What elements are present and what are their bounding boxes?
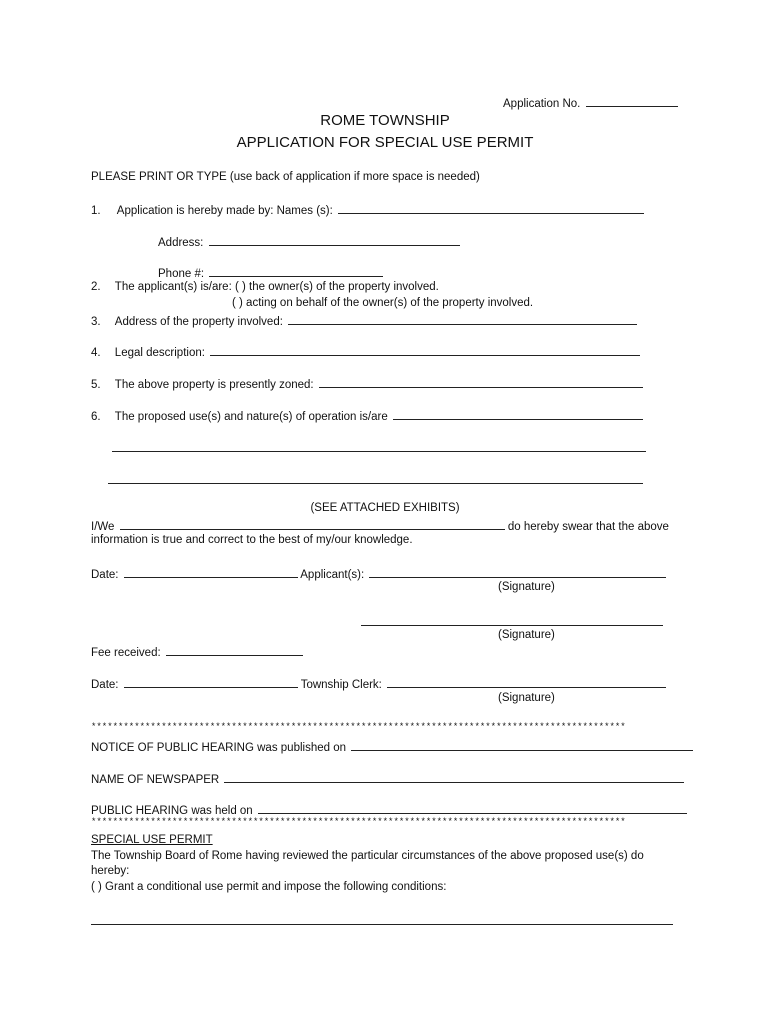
- phone-label: Phone #:: [158, 268, 205, 280]
- oath-line-2: information is true and correct to the best of my/our knowledge.: [91, 534, 413, 546]
- special-use-permit-heading: SPECIAL USE PERMIT: [91, 834, 213, 846]
- separator-stars-top: ***************************************************************************************************: [91, 722, 626, 732]
- address-field[interactable]: [209, 234, 460, 246]
- item-1-row: [91, 202, 644, 218]
- newspaper-row: [91, 771, 684, 787]
- township-clerk-label: Township Clerk:: [300, 679, 382, 691]
- item-6-label: The proposed use(s) and nature(s) of operation is/are: [114, 411, 388, 423]
- newspaper-field[interactable]: [224, 771, 684, 783]
- permit-body-line-2: hereby:: [91, 865, 130, 877]
- proposed-use-line-2[interactable]: [112, 451, 646, 452]
- clerk-date-field[interactable]: [124, 676, 298, 688]
- item-6-row: [91, 408, 643, 424]
- separator-stars-bottom: ***************************************************************************************************: [91, 817, 626, 827]
- zoning-field[interactable]: [319, 376, 643, 388]
- hearing-held-label: PUBLIC HEARING was held on: [91, 805, 253, 817]
- item-5-label: The above property is presently zoned:: [114, 379, 314, 391]
- oath-iwe-label: I/We: [91, 521, 115, 533]
- address-row: [158, 234, 460, 250]
- permit-body-line-1: The Township Board of Rome having reviewed the particular circumstances of the above proposed use(s) do: [91, 850, 644, 862]
- date-field[interactable]: [124, 566, 298, 578]
- form-title: APPLICATION FOR SPECIAL USE PERMIT: [236, 134, 534, 151]
- signature-caption-3: (Signature): [498, 692, 555, 704]
- item-2-number: 2.: [91, 281, 101, 293]
- application-number-field[interactable]: [586, 95, 678, 107]
- township-name: ROME TOWNSHIP: [320, 112, 450, 129]
- proposed-use-field[interactable]: [393, 408, 643, 420]
- application-number-row: [503, 95, 678, 111]
- applicants-label: Applicant(s):: [300, 569, 365, 581]
- township-clerk-signature-field[interactable]: [387, 676, 666, 688]
- proposed-use-line-3[interactable]: [108, 483, 643, 484]
- grant-conditional-use: ( ) Grant a conditional use permit and impose the following conditions:: [91, 881, 447, 893]
- instructions: PLEASE PRINT OR TYPE (use back of application if more space is needed): [91, 171, 480, 183]
- item-5-number: 5.: [91, 379, 101, 391]
- notice-published-label: NOTICE OF PUBLIC HEARING was published on: [91, 742, 346, 754]
- fee-received-field[interactable]: [166, 644, 303, 656]
- item-2-option-agent: ( ) acting on behalf of the owner(s) of the property involved.: [232, 297, 534, 309]
- hearing-held-row: [91, 802, 687, 818]
- item-4-label: Legal description:: [114, 347, 205, 359]
- newspaper-label: NAME OF NEWSPAPER: [91, 774, 220, 786]
- date-clerk-row: [91, 676, 666, 692]
- item-4-row: [91, 344, 640, 360]
- see-attached-exhibits: (SEE ATTACHED EXHIBITS): [310, 502, 460, 514]
- legal-description-field[interactable]: [210, 344, 640, 356]
- notice-published-field[interactable]: [351, 739, 693, 751]
- applicant-signature-field[interactable]: [369, 566, 666, 578]
- oath-names-field[interactable]: [120, 518, 505, 530]
- item-2-row: [91, 281, 439, 294]
- item-2-label: The applicant(s) is/are: ( ) the owner(s) of the property involved.: [114, 281, 439, 293]
- application-number-label: Application No.: [503, 98, 581, 110]
- item-1-number: 1.: [91, 205, 101, 217]
- item-3-row: [91, 313, 637, 329]
- fee-received-label: Fee received:: [91, 647, 161, 659]
- clerk-date-label: Date:: [91, 679, 119, 691]
- second-signature-line[interactable]: [361, 625, 663, 626]
- item-6-number: 6.: [91, 411, 101, 423]
- item-5-row: [91, 376, 643, 392]
- phone-field[interactable]: [209, 265, 383, 277]
- date-applicant-row: [91, 566, 666, 582]
- conditions-line[interactable]: [91, 924, 673, 925]
- address-label: Address:: [158, 237, 204, 249]
- item-3-label: Address of the property involved:: [114, 316, 283, 328]
- item-1-label: Application is hereby made by: Names (s):: [116, 205, 333, 217]
- applicant-names-field[interactable]: [338, 202, 644, 214]
- item-3-number: 3.: [91, 316, 101, 328]
- signature-caption-1: (Signature): [498, 581, 555, 593]
- oath-swear-text: do hereby swear that the above: [507, 521, 669, 533]
- signature-caption-2: (Signature): [498, 629, 555, 641]
- hearing-held-field[interactable]: [258, 802, 687, 814]
- oath-row: [91, 518, 669, 534]
- date-label: Date:: [91, 569, 119, 581]
- property-address-field[interactable]: [288, 313, 637, 325]
- item-4-number: 4.: [91, 347, 101, 359]
- fee-row: [91, 644, 303, 660]
- notice-row: [91, 739, 693, 755]
- phone-row: [158, 265, 383, 281]
